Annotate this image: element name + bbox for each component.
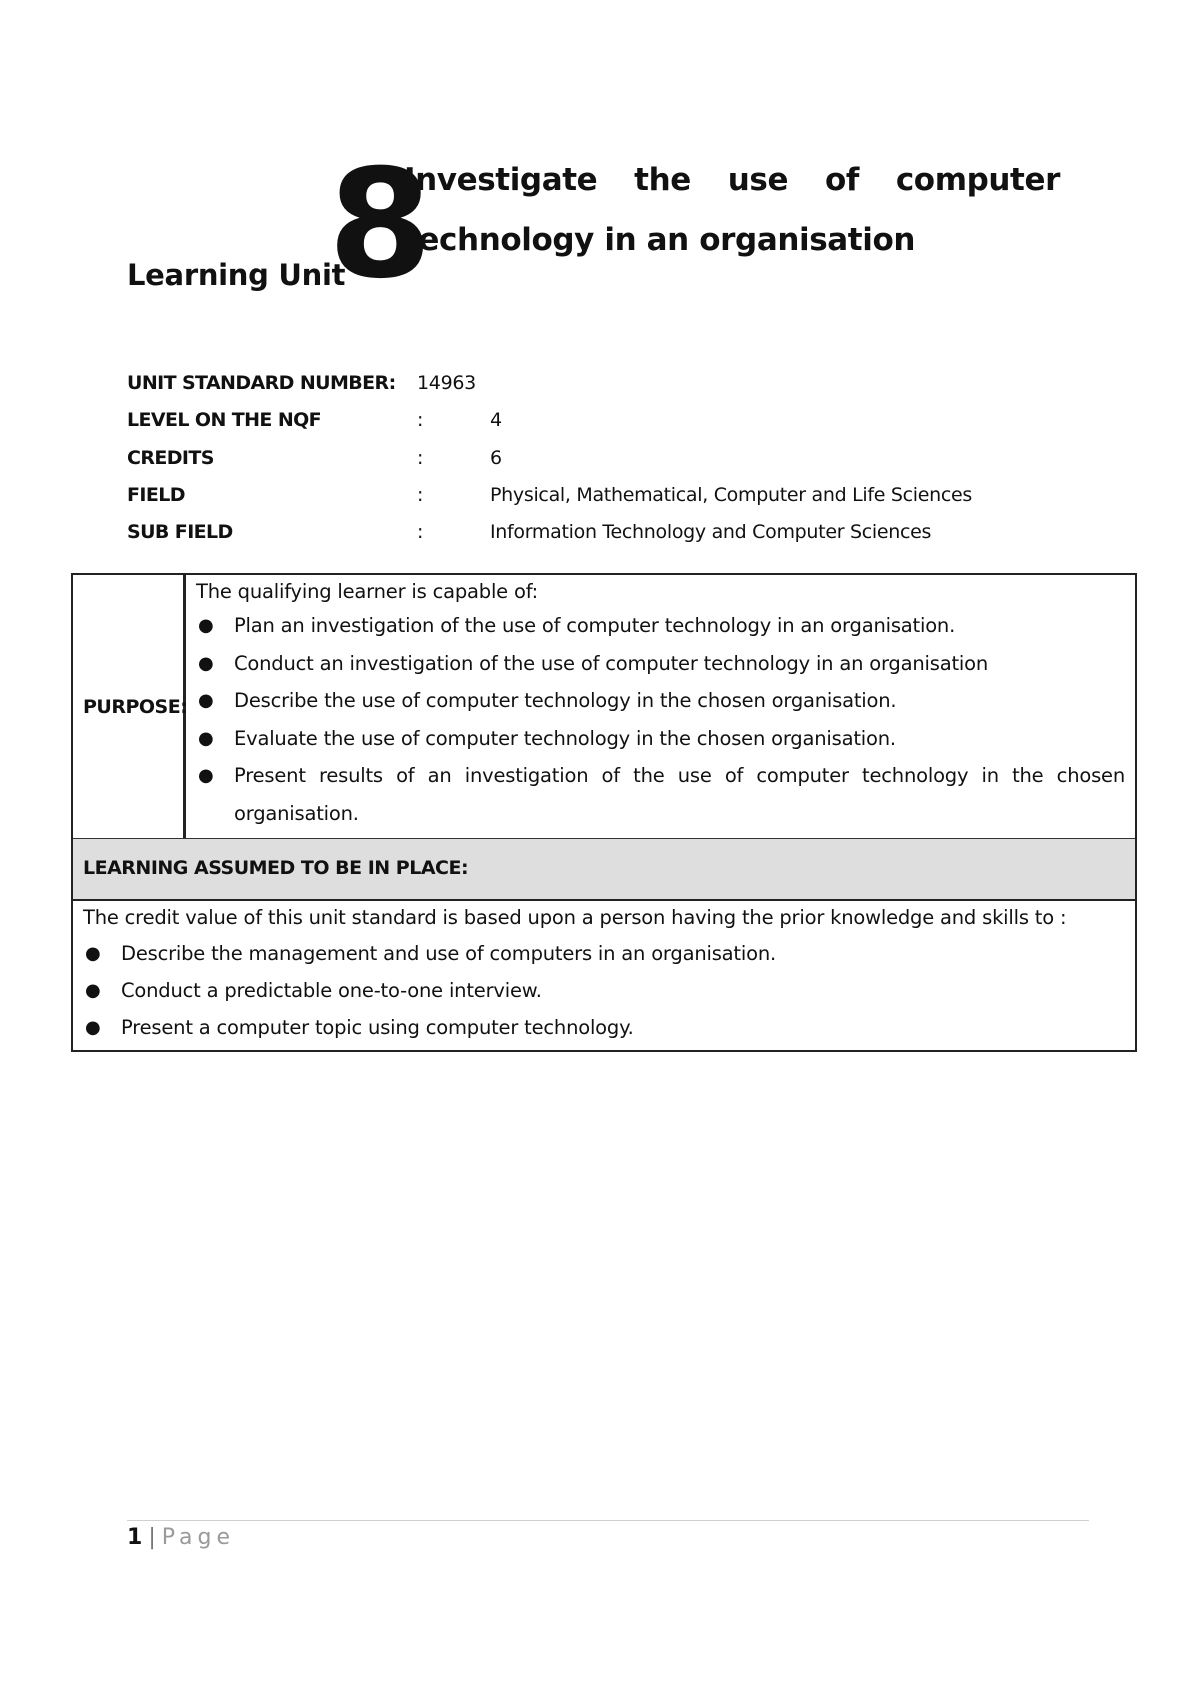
meta-label: UNIT STANDARD NUMBER: [127, 372, 396, 394]
meta-label: FIELD [127, 484, 185, 506]
bullet-icon: ● [198, 690, 214, 711]
list-item [196, 720, 1125, 758]
learning-assumed-intro: The credit value of this unit standard is based upon a person having the prior knowledge and skills to : [83, 906, 1067, 929]
list-item [196, 757, 1125, 832]
list-item [196, 607, 1125, 645]
page-number: 1 [127, 1525, 143, 1550]
page-footer [127, 1522, 235, 1554]
purpose-table [71, 573, 1137, 1052]
meta-label: LEVEL ON THE NQF [127, 409, 322, 431]
purpose-label: PURPOSE: [73, 575, 186, 838]
learning-unit-number: 8 [328, 138, 425, 312]
bullet-icon: ● [85, 980, 101, 1001]
learning-assumed-content [73, 901, 1135, 1050]
purpose-content [186, 575, 1135, 838]
learning-unit-label: Learning Unit [127, 258, 346, 292]
list-item-text: Conduct an investigation of the use of computer technology in an organisation [234, 651, 989, 675]
meta-colon: : [417, 447, 424, 469]
list-item [196, 682, 1125, 720]
meta-value: 6 [490, 447, 502, 469]
list-item-text: Present results of an investigation of the use of computer technology in the chosen organisation. [234, 764, 1125, 825]
meta-value: 4 [490, 409, 502, 431]
purpose-intro: The qualifying learner is capable of: [196, 580, 539, 603]
meta-colon: : [417, 409, 424, 431]
footer-divider [127, 1520, 1089, 1521]
bullet-icon: ● [198, 727, 214, 749]
list-item-text: Conduct a predictable one-to-one interview. [121, 979, 542, 1002]
bullet-icon: ● [85, 1017, 101, 1038]
learning-assumed-heading: LEARNING ASSUMED TO BE IN PLACE: [73, 839, 1135, 901]
list-item [83, 935, 1125, 972]
meta-label: SUB FIELD [127, 521, 233, 543]
list-item-text: Present a computer topic using computer technology. [121, 1016, 634, 1039]
meta-value: 14963 [417, 372, 476, 394]
meta-value: Information Technology and Computer Sciences [490, 521, 932, 543]
meta-label: CREDITS [127, 447, 214, 469]
list-item-text: Describe the use of computer technology in the chosen organisation. [234, 689, 897, 712]
page-label: Page [161, 1525, 235, 1550]
purpose-row [73, 575, 1135, 839]
list-item-text: Plan an investigation of the use of computer technology in an organisation. [234, 614, 956, 637]
meta-colon: : [417, 484, 424, 506]
learning-assumed-list [83, 935, 1125, 1046]
list-item [196, 645, 1125, 683]
meta-value: Physical, Mathematical, Computer and Life Sciences [490, 484, 973, 506]
list-item-text: Evaluate the use of computer technology in the chosen organisation. [234, 726, 896, 750]
bullet-icon: ● [198, 615, 214, 636]
bullet-icon: ● [198, 652, 214, 674]
page-title: Investigate the use of computer technology in an organisation [404, 162, 1060, 258]
footer-separator: | [148, 1525, 156, 1550]
purpose-list [196, 607, 1125, 832]
meta-colon: : [417, 521, 424, 543]
bullet-icon: ● [85, 943, 101, 964]
list-item [83, 1009, 1125, 1046]
bullet-icon: ● [198, 765, 214, 786]
list-item [83, 972, 1125, 1009]
list-item-text: Describe the management and use of computers in an organisation. [121, 942, 776, 965]
